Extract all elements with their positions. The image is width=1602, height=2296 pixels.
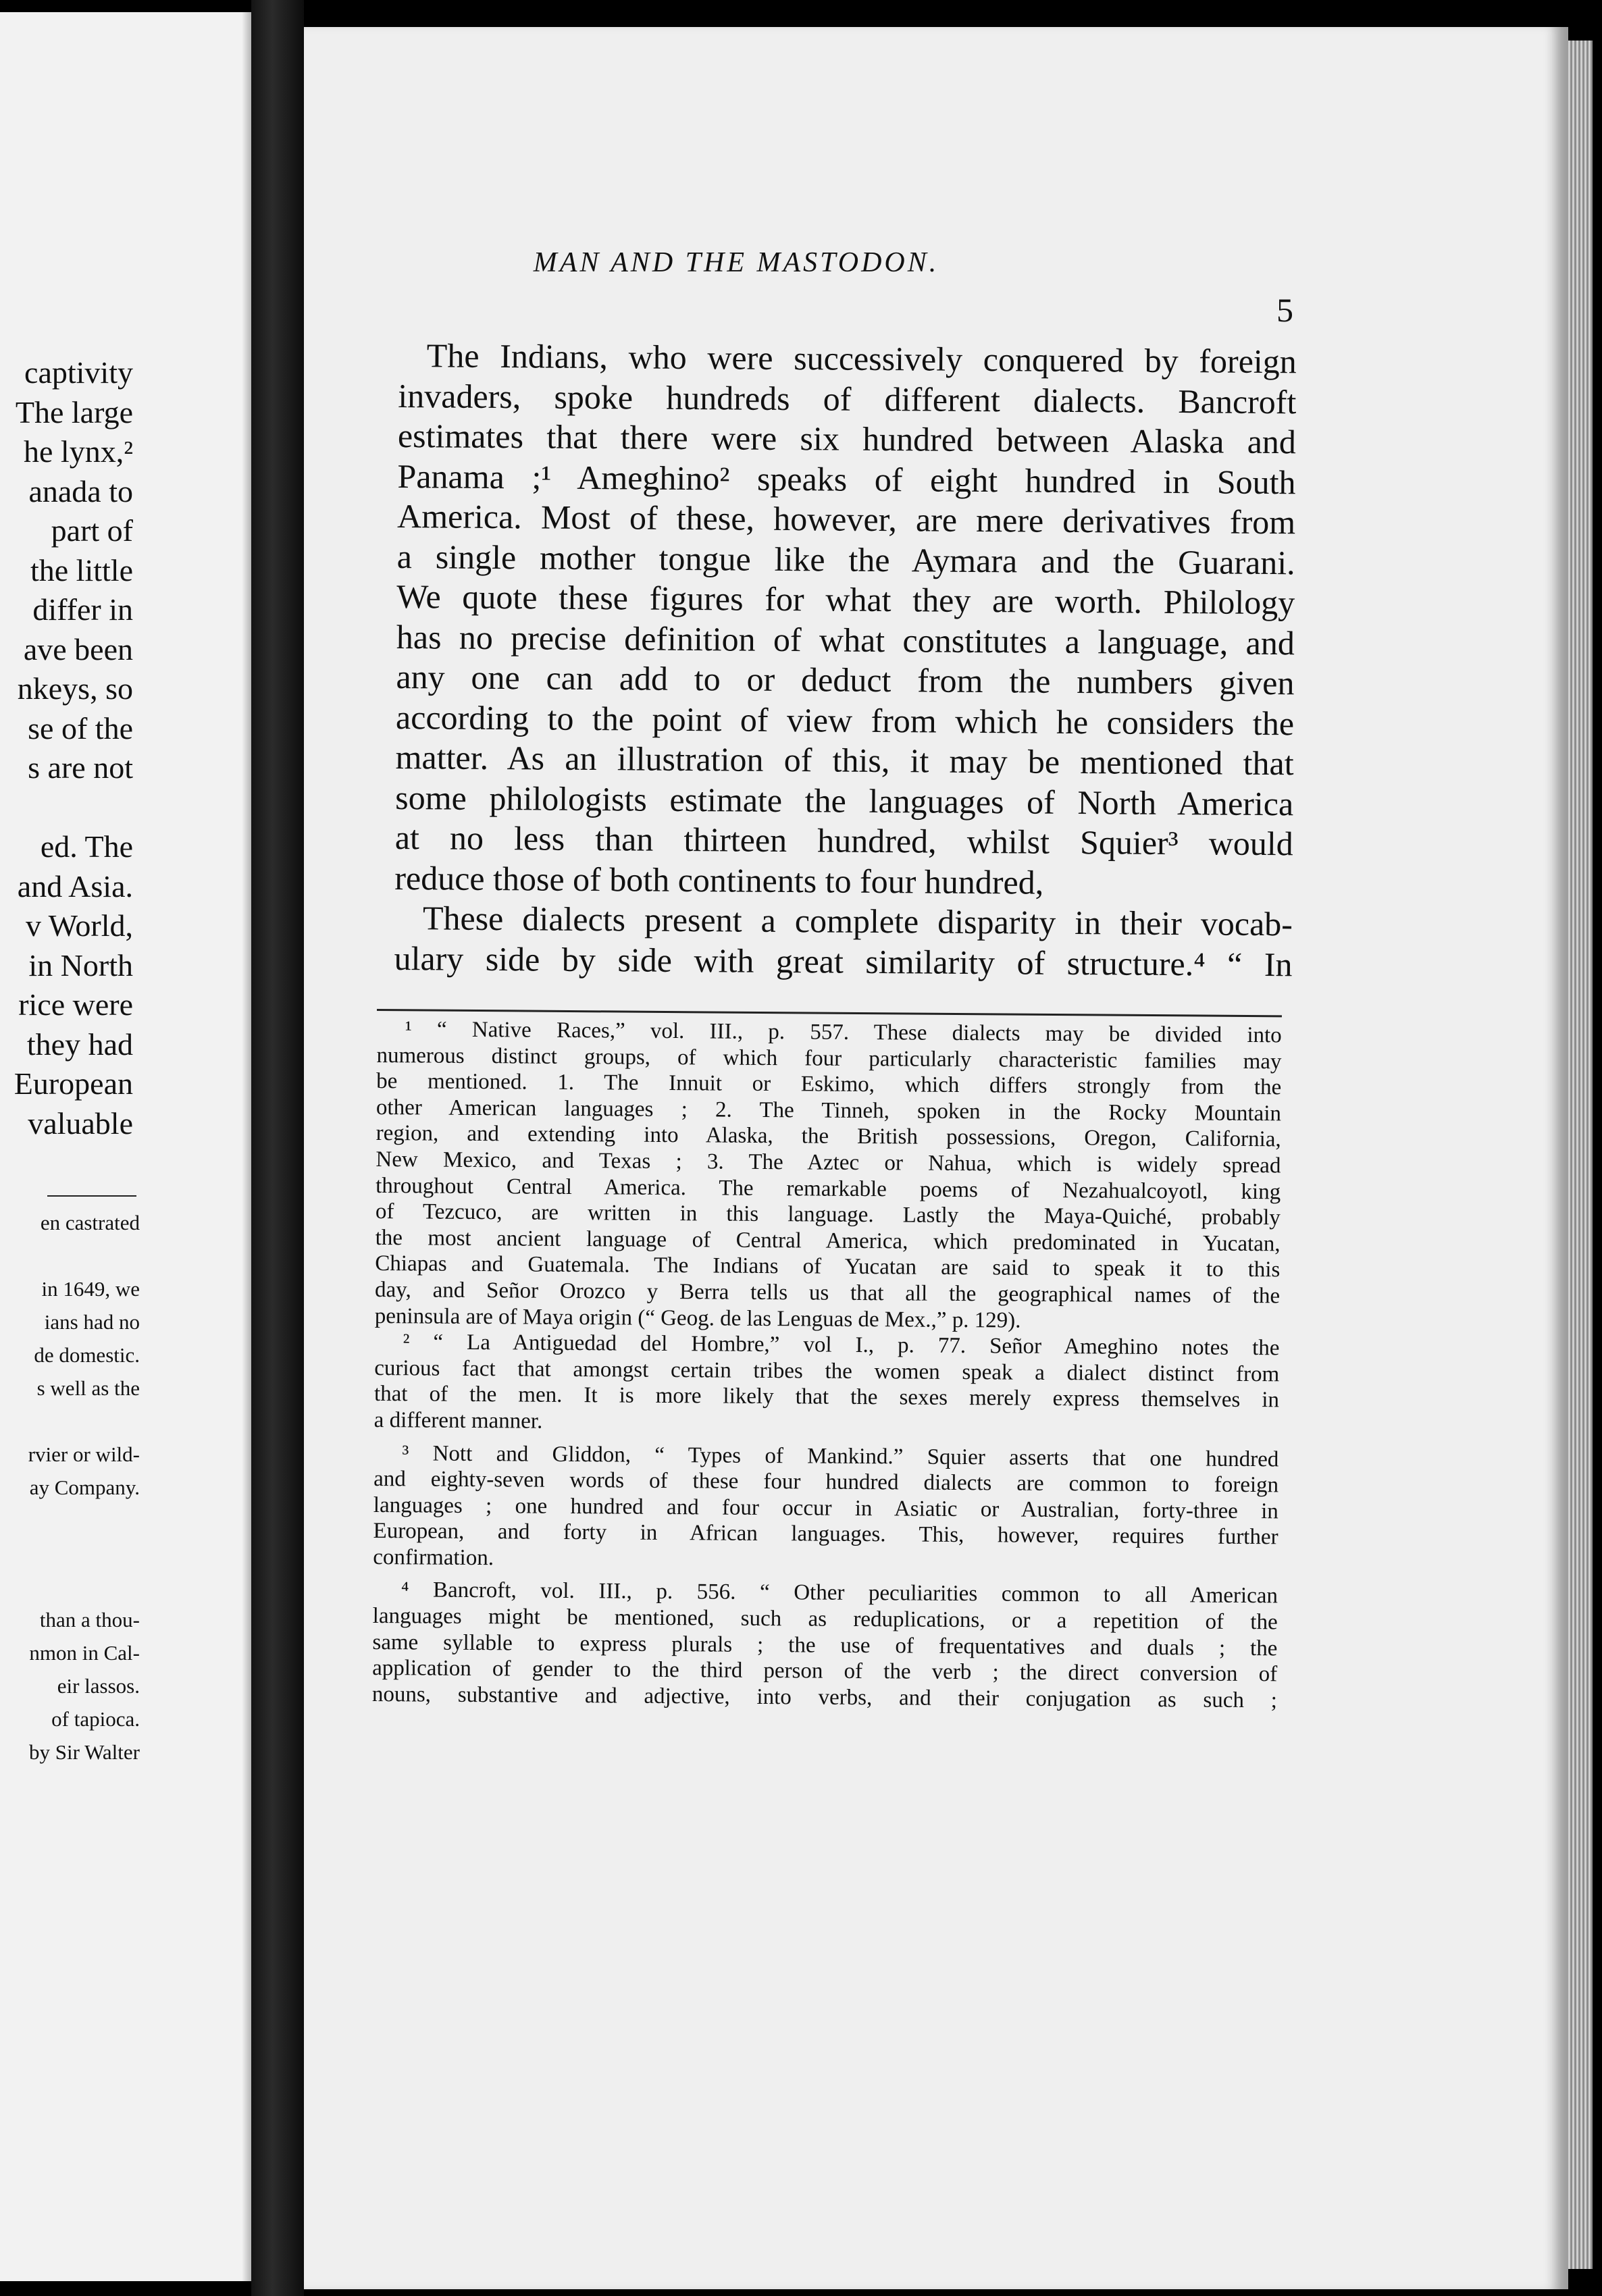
body-line: invaders, spoke hundreds of different dialects. Bancroft (398, 376, 1297, 421)
footnote-line: that of the men. It is more likely that the sexes merely express themselves in (373, 1382, 1280, 1413)
left-note-line: by Sir Walter (29, 1740, 140, 1764)
body-line: America. Most of these, however, are mere derivatives from (396, 496, 1296, 542)
footnote-line: of Tezcuco, are written in this language. Lastly the Maya-Quiché, probably (375, 1199, 1281, 1230)
left-line: nkeys, so (17, 671, 133, 706)
body-line: at no less than thirteen hundred, whilst Squier³ would (394, 818, 1293, 863)
left-line: he lynx,² (24, 434, 133, 469)
footnote-line: New Mexico, and Texas ; 3. The Aztec or Nahua, which is widely spread (376, 1147, 1281, 1178)
body-line: a single mother tongue like the Aymara and the Guarani. (396, 537, 1295, 581)
left-note-line: nmon in Cal- (29, 1641, 140, 1665)
body-line: some philologists estimate the languages of North America (395, 778, 1294, 823)
left-line: v World, (25, 908, 133, 943)
body-line: These dialects present a complete disparity in their vocab- (422, 899, 1293, 943)
body-line: Panama ;¹ Ameghino² speaks of eight hundred in South (397, 456, 1296, 501)
footnote-line: the most ancient language of Central America, which predominated in Yucatan, (375, 1225, 1281, 1257)
footnote-line: other American languages ; 2. The Tinneh, spoken in the Rocky Mountain (376, 1095, 1282, 1126)
footnotes (372, 1009, 1282, 1714)
binding-gutter (251, 0, 304, 2296)
left-note-line: of tapioca. (51, 1707, 140, 1731)
left-line: ed. The (40, 829, 133, 864)
left-line: in North (28, 947, 133, 983)
footnote-line: and eighty-seven words of these four hundred dialects are common to foreign (373, 1467, 1279, 1498)
footnote-line: a different manner. (373, 1407, 543, 1434)
footnote-line: day, and Señor Orozco y Berra tells us that all the geographical names of the (374, 1277, 1281, 1309)
left-page (0, 12, 251, 2281)
left-note-line: than a thou- (39, 1608, 140, 1632)
footnote-line: same syllable to express plurals ; the use of frequentatives and duals ; the (372, 1629, 1278, 1661)
left-line: The large (15, 394, 133, 429)
left-note-line (0, 1504, 140, 1537)
footnote-line: confirmation. (373, 1544, 494, 1571)
left-note-line: eir lassos. (57, 1674, 140, 1698)
left-line: the little (30, 552, 133, 588)
page-shadow (242, 12, 251, 2281)
footnote-line: be mentioned. 1. The Innuit or Eskimo, which differs strongly from the (376, 1069, 1282, 1100)
body-text (394, 336, 1297, 985)
footnote-line: ² “ La Antiguedad del Hombre,” vol I., p. 77. Señor Ameghino notes the (403, 1330, 1280, 1361)
body-line: The Indians, who were successively conquered by foreign (426, 336, 1297, 381)
page-number: 5 (1276, 291, 1293, 329)
left-note-line: rvier or wild- (28, 1442, 140, 1466)
left-page-body (0, 353, 133, 1143)
left-line: captivity (24, 355, 133, 390)
body-line: ulary side by side with great similarity of structure.⁴ “ In (394, 939, 1293, 983)
left-line: ave been (23, 631, 133, 667)
body-line: according to the point of view from which he considers the (395, 698, 1295, 742)
body-line: estimates that there were six hundred between Alaska and (397, 416, 1297, 461)
body-line: matter. As an illustration of this, it may be mentioned that (395, 737, 1294, 783)
left-line: they had (26, 1026, 133, 1062)
footnote-line: languages might be mentioned, such as reduplications, or a repetition of the (372, 1604, 1278, 1635)
footnote-line: region, and extending into Alaska, the British possessions, Oregon, California, (376, 1121, 1281, 1152)
left-note-line (0, 1537, 140, 1570)
body-line: any one can add to or deduct from the numbers given (396, 657, 1295, 702)
left-line: and Asia. (17, 868, 133, 904)
footnote-3 (373, 1440, 1278, 1576)
left-line: part of (51, 513, 133, 548)
body-line: has no precise definition of what constitutes a language, and (396, 617, 1295, 662)
footnote-line: languages ; one hundred and four occur in Asiatic or Australian, forty-three in (373, 1492, 1278, 1524)
footnote-line: ³ Nott and Gliddon, “ Types of Mankind.” Squier asserts that one hundred (402, 1440, 1279, 1471)
left-line: European (14, 1066, 133, 1101)
footnote-line: numerous distinct groups, of which four particularly characteristic families may (376, 1043, 1282, 1074)
left-line: s are not (28, 750, 133, 785)
left-page-footnotes (0, 1206, 140, 1769)
footnote-line: curious fact that amongst certain tribes the women speak a dialect distinct from (374, 1355, 1280, 1387)
left-footnote-rule (47, 1195, 136, 1197)
left-note-line: s well as the (36, 1376, 140, 1400)
footnote-line: peninsula are of Maya origin (“ Geog. de las Lenguas de Mex.,” p. 129). (374, 1303, 1021, 1333)
footnote-2 (374, 1329, 1280, 1440)
body-line: We quote these figures for what they are worth. Philology (396, 577, 1295, 622)
left-note-line (0, 1239, 140, 1272)
footnote-line: nouns, substantive and adjective, into verbs, and their conjugation as such ; (371, 1681, 1278, 1713)
page-edges (1568, 41, 1593, 2269)
left-line: se of the (28, 710, 133, 746)
left-note-line (0, 1570, 140, 1603)
left-line (0, 788, 133, 828)
left-note-line: ians had no (44, 1310, 140, 1334)
footnote-line: ¹ “ Native Races,” vol. III., p. 557. These dialects may be divided into (405, 1017, 1282, 1048)
body-line: reduce those of both continents to four hundred, (394, 858, 1044, 902)
left-line: valuable (28, 1105, 133, 1141)
left-line: anada to (28, 473, 133, 508)
left-note-line (0, 1405, 140, 1438)
footnote-line: throughout Central America. The remarkable poems of Nezahualcoyotl, king (376, 1173, 1281, 1204)
footnote-line: application of gender to the third person of the verb ; the direct conversion of (372, 1656, 1278, 1687)
left-note-line: de domestic. (34, 1343, 140, 1367)
left-note-line: in 1649, we (41, 1277, 140, 1301)
footnote-line: European, and forty in African languages. This, however, requires further (373, 1519, 1278, 1550)
footnote-line: Chiapas and Guatemala. The Indians of Yucatan are said to speak it to this (375, 1251, 1281, 1282)
left-note-line: en castrated (40, 1211, 140, 1234)
footnote-line: ⁴ Bancroft, vol. III., p. 556. “ Other peculiarities common to all American (400, 1577, 1278, 1609)
left-line: rice were (18, 987, 133, 1022)
footnote-1 (375, 1016, 1282, 1335)
left-note-line: ay Company. (29, 1476, 140, 1499)
left-line: differ in (32, 592, 133, 627)
running-head: MAN AND THE MASTODON. (533, 247, 939, 278)
footnote-4 (372, 1577, 1278, 1713)
